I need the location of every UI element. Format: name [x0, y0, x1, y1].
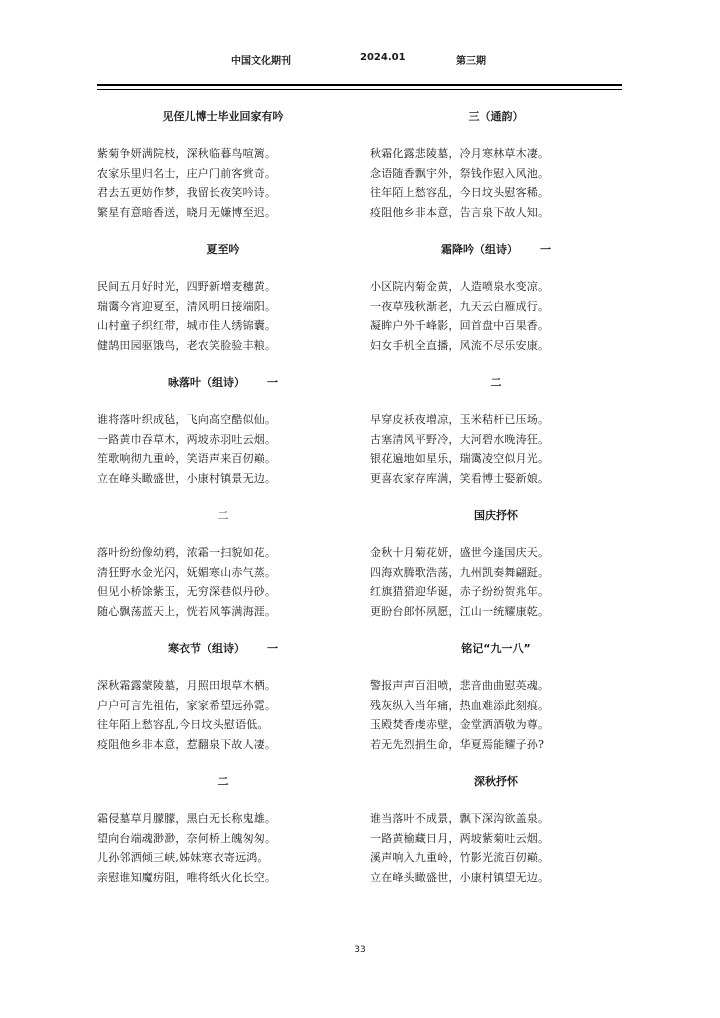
- poem-body: [370, 543, 622, 621]
- poem-body: [370, 144, 622, 222]
- poem-title: [370, 772, 622, 792]
- poem-block: [370, 107, 622, 240]
- poem-title-text: 深秋抒怀: [474, 775, 518, 788]
- poem-title: [97, 240, 349, 260]
- poem-line: 凝眸户外千峰影，回首盘中百果香。: [370, 319, 550, 333]
- journal-name: 中国文化期刊: [231, 56, 291, 67]
- poem-body: [370, 676, 622, 754]
- poem-line: 笙歌响彻九重岭，笑语声来百仞巅。: [97, 452, 277, 466]
- poem-line: 立在峰头瞰盛世，小康村镇望无边。: [370, 870, 550, 884]
- poem-line: 一路黄榆藏日月，两坡紫菊吐云烟。: [370, 831, 550, 845]
- poem-line: 疫阻他乡非本意，告言泉下故人知。: [370, 205, 550, 219]
- poem-body: [97, 410, 349, 488]
- poem-line: 警报声声百泪喷，悲音曲曲慰英魂。: [370, 679, 550, 692]
- poem-line: 金秋十月菊花妍，盛世今逢国庆天。: [370, 546, 550, 559]
- poem-block: [97, 506, 349, 639]
- header-rule: [97, 84, 622, 90]
- running-header: [0, 52, 720, 68]
- poem-body: [97, 809, 349, 887]
- poem-block: [370, 373, 622, 506]
- poem-block: [97, 240, 349, 373]
- poem-line: 儿孙邻洒倾三峡,姊妹寒衣寄远鸿。: [97, 851, 269, 865]
- poem-line: 银花遍地如星乐，瑞霭凌空似月光。: [370, 452, 550, 466]
- poem-line: 瑞霭今宵迎夏至，清风明日接端阳。: [97, 299, 277, 313]
- poem-line: 早穿皮袄夜增凉，玉米秸杆已压场。: [370, 413, 550, 426]
- poem-title-text: 三（通韵）: [468, 110, 524, 123]
- poem-line: 秋霜化露悲陵墓，冷月寒林草木凄。: [370, 147, 550, 160]
- poem-title: [370, 506, 622, 526]
- poem-body: [97, 543, 349, 621]
- poem-title-text: 二: [217, 775, 229, 788]
- poem-title-text: 寒衣节（组诗）: [168, 642, 245, 655]
- poem-block: [370, 772, 622, 905]
- poem-line: 山村童子织红带，城市佳人绣锦囊。: [97, 319, 277, 333]
- poem-line: 念语随香飘宇外，祭钱作慰入风池。: [370, 166, 550, 180]
- poem-title-text: 二: [217, 509, 229, 522]
- poem-title-text: 二: [490, 376, 502, 389]
- poem-line: 望向台端魂渺渺，奈何桥上魄匆匆。: [97, 831, 277, 845]
- poem-line: 繁星有意暗香送，晓月无嫌博至迟。: [97, 205, 277, 219]
- poem-line: 霜侵墓草月朦朦，黑白无长称鬼雄。: [97, 812, 277, 825]
- poem-block: [97, 107, 349, 240]
- poem-block: [97, 373, 349, 506]
- poem-line: 玉殿焚香虔赤壁，金堂洒酒敬为尊。: [370, 718, 550, 732]
- poem-body: [97, 144, 349, 222]
- poem-line: 健鹄田园驱饿鸟，老农笑脸验丰粮。: [97, 338, 277, 352]
- poem-line: 落叶纷纷像幼鸦，浓霜一扫貌如花。: [97, 546, 277, 559]
- poem-title-text: 咏落叶（组诗）: [168, 376, 245, 389]
- poem-line: 妇女手机全直播，风流不尽乐安康。: [370, 338, 550, 352]
- poem-title: [97, 772, 349, 792]
- poem-line: 深秋霜露蒙陵墓，月照田垠草木栖。: [97, 679, 277, 692]
- poem-block: [370, 506, 622, 639]
- poem-title-text: 国庆抒怀: [474, 509, 518, 522]
- poem-title-text: 夏至吟: [206, 243, 240, 256]
- poem-block: [97, 639, 349, 772]
- left-column: [97, 107, 349, 905]
- poem-line: 谁将落叶织成毡，飞向高空酷似仙。: [97, 413, 277, 426]
- poem-line: 随心飘荡蓝天上，恍若风筝满海涯。: [97, 604, 277, 618]
- poem-line: 农家乐里归名士，庄户门前客赏奇。: [97, 166, 277, 180]
- poem-line: 红旗猎猎迎华诞，赤子纷纷贺兆年。: [370, 585, 550, 599]
- poem-line: 四海欢腾歌浩荡，九州凯奏舞翩跹。: [370, 565, 550, 579]
- poem-line: 残灰纵入当年痛，热血难添此刻痕。: [370, 698, 550, 712]
- poem-body: [97, 277, 349, 355]
- poem-line: 但见小桥馀紫玉，无穷深巷似丹砂。: [97, 585, 277, 599]
- poem-line: 若无先烈捐生命，华夏焉能耀子孙?: [370, 737, 545, 751]
- poem-part-number: 一: [540, 243, 551, 256]
- right-column: [370, 107, 622, 905]
- poem-line: 溪声响入九重岭，竹影光流百仞巅。: [370, 851, 550, 865]
- poem-block: [370, 240, 622, 373]
- poem-line: 往年陌上愁容乱，今日坟头慰客稀。: [370, 186, 550, 200]
- poem-line: 立在峰头瞰盛世，小康村镇景无边。: [97, 471, 277, 485]
- poem-part-number: 一: [267, 642, 278, 655]
- poem-title-text: 霜降吟（组诗）: [441, 243, 518, 256]
- poem-part-number: 一: [267, 376, 278, 389]
- poem-body: [370, 277, 622, 355]
- poem-title: [370, 639, 622, 659]
- poem-title: [370, 107, 622, 127]
- poem-title: [97, 373, 349, 393]
- poem-line: 亲慰谁知魔疠阻，唯将纸火化长空。: [97, 870, 277, 884]
- poem-line: 清狂野水金光闪，妩媚寒山赤气蒸。: [97, 565, 277, 579]
- poem-body: [97, 676, 349, 754]
- poem-title-text: 见侄儿博士毕业回家有吟: [162, 110, 284, 123]
- poem-line: 疫阻他乡非本意，惹翻泉下故人凄。: [97, 737, 277, 751]
- poem-body: [370, 410, 622, 488]
- poem-title: [370, 373, 622, 393]
- poem-title: [97, 506, 349, 526]
- poem-line: 君去五更妨作梦，我留长夜笑吟诗。: [97, 186, 277, 200]
- poem-block: [97, 772, 349, 905]
- poem-title-text: 铭记“九一八”: [461, 642, 531, 655]
- poem-line: 更盼台郎怀夙愿，江山一统耀康乾。: [370, 604, 550, 618]
- poem-title: [97, 639, 349, 659]
- poem-line: 更喜农家存库满，笑看博士娶新娘。: [370, 471, 550, 485]
- poem-title: [97, 107, 349, 127]
- poem-line: 民间五月好时光，四野新增麦穗黄。: [97, 280, 277, 293]
- poem-line: 古塞清风平野冷，大河碧水晚涛狂。: [370, 432, 550, 446]
- poem-line: 一路黄巾吞草木，两坡赤羽吐云烟。: [97, 432, 277, 446]
- poem-block: [370, 639, 622, 772]
- issue-number: 第三期: [456, 56, 486, 67]
- poem-line: 一夜草残秋渐老，九天云白雁成行。: [370, 299, 550, 313]
- poem-title: [370, 240, 622, 260]
- page-number: 33: [354, 945, 366, 955]
- issue-date: 2024.01: [360, 52, 406, 63]
- poem-line: 小区院内菊金黄，人造喷泉水变凉。: [370, 280, 550, 293]
- poem-line: 户户可言先祖佑，家家希望远孙霓。: [97, 698, 277, 712]
- poem-line: 往年陌上愁容乱,今日坟头慰语低。: [97, 718, 269, 732]
- poem-line: 谁当落叶不成景，飘下深沟欲盖泉。: [370, 812, 550, 825]
- poem-line: 紫菊争妍满院枝，深秋临暮鸟喧篱。: [97, 147, 277, 160]
- poem-body: [370, 809, 622, 887]
